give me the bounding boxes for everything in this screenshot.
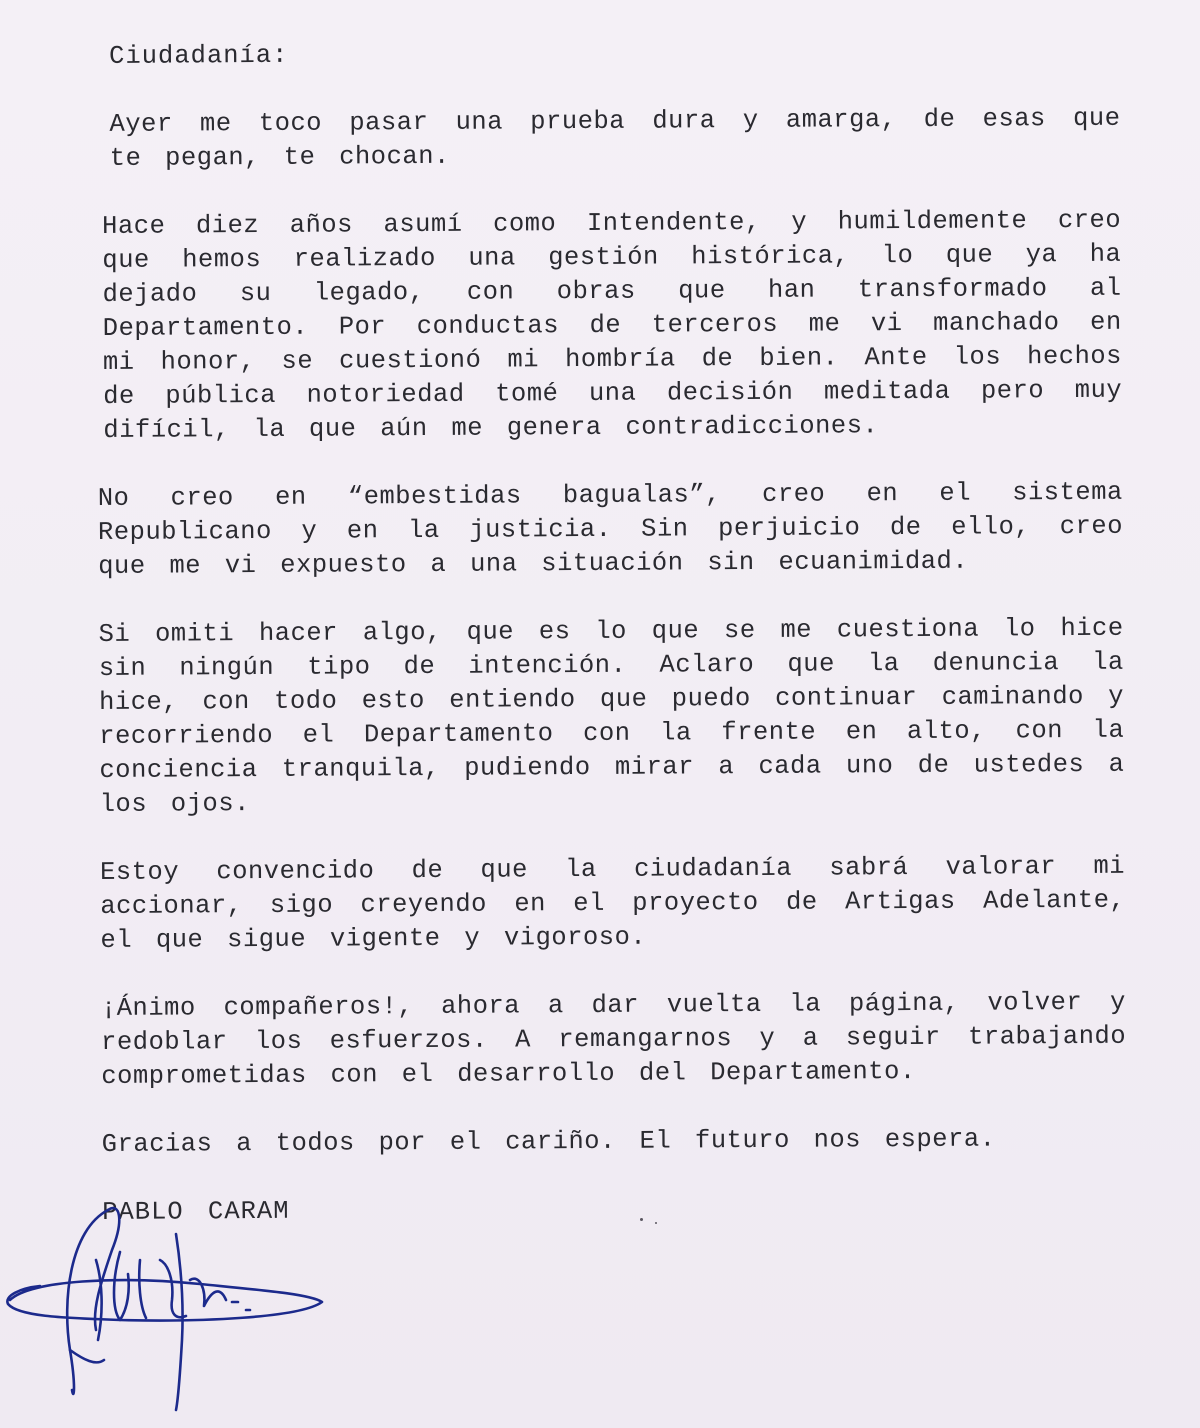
closing-line: Gracias a todos por el cariño. El futuro nos espera. <box>101 1124 996 1159</box>
signer-name: PABLO CARAM <box>102 1196 290 1227</box>
paragraph-5: Estoy convencido de que la ciudadanía sabrá valorar mi accionar, sigo creyendo en el proyecto de Artigas Adelante, el que sigue vigente y vigoroso. <box>99 851 1126 955</box>
handwritten-signature <box>0 1190 340 1425</box>
paragraph-2: Hace diez años asumí como Intendente, y humildemente creo que hemos realizado una gestión histórica, lo que ya ha dejado su legado, con obras que han transformado al Departamento. Por conductas de terceros me vi manchado en mi honor, se cuestionó mi hombría de bien. Ante los hechos de pública notoriedad tomé una decisión meditada pero muy difícil, la que aún me genera contradicciones. <box>102 205 1123 445</box>
paragraph-6: ¡Ánimo compañeros!, ahora a dar vuelta la página, volver y redoblar los esfuerzos. A remangarnos y a seguir trabajando comprometidas con el desarrollo del Departamento. <box>100 987 1127 1091</box>
letter-greeting: Ciudadanía: <box>109 40 289 71</box>
paragraph-1: Ayer me toco pasar una prueba dura y amarga, de esas que te pegan, te chocan. <box>109 103 1121 173</box>
paragraph-4: Si omiti hacer algo, que es lo que se me cuestiona lo hice sin ningún tipo de intención. Aclaro que la denuncia la hice, con todo esto entiendo que puedo continuar caminando y recorriendo el Departamento con la frente en alto, con la conciencia tranquila, pudiendo mirar a cada uno de ustedes a los ojos. <box>98 613 1125 819</box>
letter-body <box>95 34 1127 1230</box>
paragraph-3: No creo en “embestidas bagualas”, creo en el sistema Republicano y en la justicia. Sin perjuicio de ello, creo que me vi expuesto a una situación sin ecuanimidad. <box>97 477 1124 581</box>
